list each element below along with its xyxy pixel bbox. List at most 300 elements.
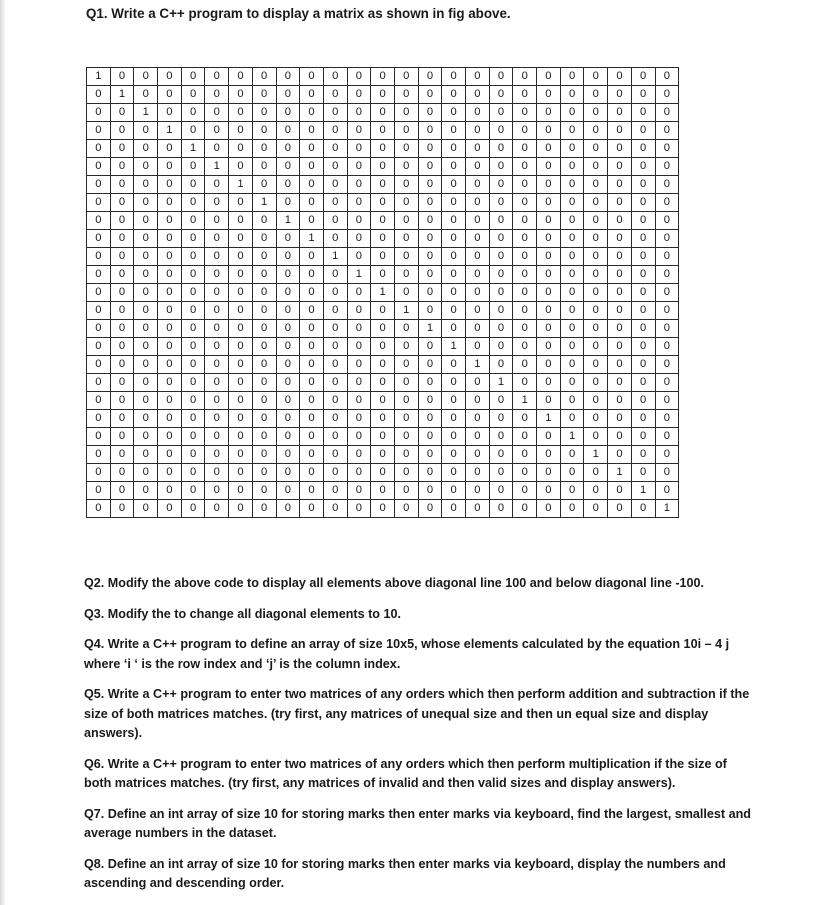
matrix-cell: 0 [87, 482, 111, 500]
matrix-cell: 0 [608, 212, 632, 230]
matrix-cell-diagonal: 1 [229, 176, 253, 194]
matrix-row [87, 104, 679, 122]
matrix-cell: 0 [371, 194, 395, 212]
matrix-cell: 0 [631, 464, 655, 482]
matrix-cell: 0 [631, 230, 655, 248]
matrix-cell-diagonal: 1 [394, 302, 418, 320]
matrix-cell: 0 [87, 284, 111, 302]
matrix-cell: 0 [323, 338, 347, 356]
matrix-cell: 0 [323, 410, 347, 428]
matrix-cell: 0 [418, 428, 442, 446]
matrix-cell: 0 [300, 284, 324, 302]
matrix-cell: 0 [300, 194, 324, 212]
matrix-cell: 0 [229, 104, 253, 122]
matrix-cell: 0 [276, 140, 300, 158]
matrix-cell: 0 [560, 158, 584, 176]
matrix-cell: 0 [394, 248, 418, 266]
matrix-cell: 0 [584, 428, 608, 446]
matrix-row [87, 302, 679, 320]
matrix-cell: 0 [655, 104, 679, 122]
matrix-cell-diagonal: 1 [513, 392, 537, 410]
matrix-cell-diagonal: 1 [181, 140, 205, 158]
matrix-cell: 0 [158, 104, 182, 122]
matrix-cell: 0 [631, 356, 655, 374]
matrix-cell: 0 [110, 500, 134, 518]
matrix-cell: 0 [181, 392, 205, 410]
matrix-cell: 0 [560, 212, 584, 230]
matrix-cell: 0 [608, 446, 632, 464]
matrix-cell: 0 [655, 230, 679, 248]
matrix-cell: 0 [418, 500, 442, 518]
matrix-cell: 0 [158, 428, 182, 446]
matrix-row [87, 392, 679, 410]
matrix-cell: 0 [537, 464, 561, 482]
matrix-cell: 0 [560, 464, 584, 482]
matrix-cell: 0 [110, 194, 134, 212]
matrix-cell: 0 [300, 104, 324, 122]
matrix-cell: 0 [655, 392, 679, 410]
matrix-cell: 0 [158, 158, 182, 176]
matrix-row [87, 194, 679, 212]
matrix-cell: 0 [181, 230, 205, 248]
matrix-cell: 0 [371, 482, 395, 500]
matrix-cell: 0 [323, 428, 347, 446]
matrix-cell: 0 [229, 86, 253, 104]
matrix-cell: 0 [560, 140, 584, 158]
question-7: Q7. Define an int array of size 10 for storing marks then enter marks via keyboard, find the largest, smallest and average numbers in the dataset. [84, 806, 751, 840]
matrix-cell: 0 [655, 158, 679, 176]
matrix-cell: 0 [347, 284, 371, 302]
matrix-cell: 0 [205, 500, 229, 518]
matrix-cell: 0 [418, 464, 442, 482]
matrix-cell: 0 [513, 302, 537, 320]
matrix-row [87, 86, 679, 104]
matrix-cell: 0 [394, 194, 418, 212]
matrix-cell: 0 [229, 446, 253, 464]
matrix-cell: 0 [347, 500, 371, 518]
matrix-cell: 0 [537, 176, 561, 194]
matrix-cell: 0 [631, 302, 655, 320]
matrix-cell: 0 [418, 482, 442, 500]
matrix-cell: 0 [300, 464, 324, 482]
matrix-cell: 0 [205, 86, 229, 104]
matrix-cell: 0 [584, 176, 608, 194]
matrix-cell: 0 [205, 302, 229, 320]
matrix-cell: 0 [300, 338, 324, 356]
matrix-cell: 0 [158, 320, 182, 338]
matrix-cell: 0 [466, 320, 490, 338]
matrix-cell: 0 [466, 230, 490, 248]
matrix-row [87, 464, 679, 482]
matrix-cell: 0 [276, 86, 300, 104]
matrix-cell: 0 [158, 140, 182, 158]
matrix-cell: 0 [631, 68, 655, 86]
matrix-cell: 0 [371, 176, 395, 194]
matrix-cell: 0 [347, 104, 371, 122]
matrix-cell: 0 [323, 158, 347, 176]
matrix-cell: 0 [323, 374, 347, 392]
matrix-cell: 0 [158, 68, 182, 86]
matrix-cell: 0 [584, 230, 608, 248]
matrix-cell: 0 [134, 356, 158, 374]
matrix-cell: 0 [489, 320, 513, 338]
matrix-cell: 0 [323, 266, 347, 284]
matrix-cell: 0 [442, 230, 466, 248]
matrix-cell: 0 [252, 464, 276, 482]
matrix-cell: 0 [300, 500, 324, 518]
matrix-cell: 0 [631, 104, 655, 122]
matrix-cell: 0 [442, 302, 466, 320]
matrix-cell: 0 [252, 176, 276, 194]
matrix-cell: 0 [205, 392, 229, 410]
matrix-cell: 0 [442, 86, 466, 104]
matrix-cell: 0 [347, 482, 371, 500]
matrix-cell: 0 [181, 86, 205, 104]
matrix-cell: 0 [134, 302, 158, 320]
question-1: Q1. Write a C++ program to display a matrix as shown in fig above. [86, 6, 511, 21]
matrix-cell: 0 [418, 176, 442, 194]
matrix-cell: 0 [442, 320, 466, 338]
matrix-cell: 0 [371, 230, 395, 248]
matrix-cell: 0 [537, 446, 561, 464]
matrix-cell: 0 [608, 194, 632, 212]
matrix-cell: 0 [158, 410, 182, 428]
matrix-row [87, 338, 679, 356]
matrix-cell: 0 [371, 428, 395, 446]
matrix-cell: 0 [323, 464, 347, 482]
matrix-cell: 0 [276, 446, 300, 464]
matrix-cell: 0 [418, 248, 442, 266]
matrix-cell-diagonal: 1 [205, 158, 229, 176]
matrix-cell: 0 [158, 230, 182, 248]
matrix-cell: 0 [489, 338, 513, 356]
matrix-cell: 0 [229, 158, 253, 176]
matrix-cell: 0 [158, 302, 182, 320]
matrix-cell: 0 [252, 140, 276, 158]
matrix-cell: 0 [371, 104, 395, 122]
matrix-cell: 0 [134, 122, 158, 140]
matrix-cell: 0 [584, 68, 608, 86]
matrix-cell: 0 [229, 500, 253, 518]
matrix-cell: 0 [537, 320, 561, 338]
matrix-cell: 0 [87, 266, 111, 284]
matrix-cell-diagonal: 1 [608, 464, 632, 482]
matrix-cell: 0 [252, 482, 276, 500]
matrix-row [87, 176, 679, 194]
matrix-cell: 0 [489, 266, 513, 284]
matrix-cell: 0 [560, 176, 584, 194]
matrix-cell: 0 [394, 140, 418, 158]
matrix-cell: 0 [584, 410, 608, 428]
matrix-cell-diagonal: 1 [631, 482, 655, 500]
matrix-cell: 0 [134, 176, 158, 194]
matrix-cell: 0 [466, 194, 490, 212]
matrix-cell: 0 [205, 140, 229, 158]
matrix-cell: 0 [181, 266, 205, 284]
matrix-cell: 0 [513, 446, 537, 464]
matrix-cell: 0 [489, 392, 513, 410]
matrix-cell: 0 [418, 140, 442, 158]
matrix-cell: 0 [631, 212, 655, 230]
matrix-cell: 0 [655, 212, 679, 230]
matrix-cell: 0 [655, 338, 679, 356]
matrix-cell: 0 [513, 320, 537, 338]
question-2: Q2. Modify the above code to display all elements above diagonal line 100 and below diagonal line -100. [84, 576, 705, 590]
matrix-cell: 0 [300, 428, 324, 446]
matrix-cell-diagonal: 1 [466, 356, 490, 374]
matrix-row [87, 122, 679, 140]
matrix-cell: 0 [252, 428, 276, 446]
matrix-cell: 0 [229, 248, 253, 266]
matrix-cell: 0 [513, 482, 537, 500]
matrix-cell: 0 [323, 230, 347, 248]
matrix-cell-diagonal: 1 [489, 374, 513, 392]
matrix-cell: 0 [442, 194, 466, 212]
matrix-cell: 0 [134, 194, 158, 212]
matrix-cell: 0 [489, 500, 513, 518]
matrix-cell: 0 [300, 158, 324, 176]
matrix-cell: 0 [110, 356, 134, 374]
matrix-cell: 0 [205, 338, 229, 356]
matrix-cell: 0 [300, 266, 324, 284]
matrix-cell: 0 [537, 302, 561, 320]
matrix-cell: 0 [394, 500, 418, 518]
matrix-cell: 0 [347, 68, 371, 86]
matrix-cell: 0 [442, 410, 466, 428]
matrix-cell: 0 [181, 428, 205, 446]
matrix-cell: 0 [371, 446, 395, 464]
matrix-cell: 0 [466, 374, 490, 392]
matrix-cell: 0 [560, 374, 584, 392]
matrix-cell: 0 [252, 266, 276, 284]
matrix-cell: 0 [489, 86, 513, 104]
matrix-cell: 0 [489, 410, 513, 428]
matrix-cell: 0 [323, 482, 347, 500]
matrix-cell: 0 [655, 356, 679, 374]
matrix-row [87, 356, 679, 374]
matrix-cell: 0 [87, 86, 111, 104]
matrix-cell: 0 [181, 248, 205, 266]
matrix-cell: 0 [560, 122, 584, 140]
matrix-cell: 0 [418, 374, 442, 392]
matrix-cell: 0 [489, 104, 513, 122]
matrix-cell: 0 [513, 122, 537, 140]
matrix-cell: 0 [252, 446, 276, 464]
matrix-cell: 0 [323, 140, 347, 158]
matrix-cell: 0 [418, 86, 442, 104]
matrix-cell: 0 [158, 266, 182, 284]
matrix-cell: 0 [394, 374, 418, 392]
matrix-cell: 0 [631, 392, 655, 410]
matrix-cell: 0 [418, 356, 442, 374]
matrix-cell: 0 [513, 176, 537, 194]
matrix-cell: 0 [513, 104, 537, 122]
matrix-cell: 0 [134, 230, 158, 248]
matrix-cell: 0 [134, 266, 158, 284]
matrix-cell: 0 [371, 266, 395, 284]
matrix-cell: 0 [229, 428, 253, 446]
matrix-cell: 0 [466, 464, 490, 482]
matrix-row [87, 500, 679, 518]
matrix-cell: 0 [584, 248, 608, 266]
matrix-cell: 0 [631, 428, 655, 446]
matrix-cell: 0 [584, 302, 608, 320]
matrix-cell: 0 [300, 248, 324, 266]
matrix-cell: 0 [608, 284, 632, 302]
matrix-cell: 0 [110, 320, 134, 338]
matrix-cell: 0 [371, 500, 395, 518]
matrix-row [87, 410, 679, 428]
matrix-cell: 0 [110, 410, 134, 428]
matrix-cell: 0 [347, 158, 371, 176]
matrix-cell: 0 [252, 356, 276, 374]
matrix-cell: 0 [110, 446, 134, 464]
matrix-cell-diagonal: 1 [300, 230, 324, 248]
matrix-cell: 0 [655, 194, 679, 212]
matrix-cell: 0 [205, 446, 229, 464]
matrix-row [87, 158, 679, 176]
questions-list [84, 574, 756, 905]
matrix-cell: 0 [394, 176, 418, 194]
matrix-cell: 0 [371, 338, 395, 356]
matrix-cell: 0 [134, 158, 158, 176]
matrix-cell: 0 [371, 374, 395, 392]
matrix-cell: 0 [205, 194, 229, 212]
matrix-cell: 0 [418, 284, 442, 302]
matrix-cell: 0 [608, 86, 632, 104]
matrix-cell: 0 [631, 248, 655, 266]
matrix-cell: 0 [347, 410, 371, 428]
matrix-cell: 0 [560, 194, 584, 212]
matrix-cell: 0 [371, 410, 395, 428]
matrix-cell: 0 [466, 140, 490, 158]
matrix-cell: 0 [181, 122, 205, 140]
matrix-cell: 0 [394, 284, 418, 302]
matrix-cell: 0 [252, 230, 276, 248]
matrix-cell: 0 [608, 230, 632, 248]
matrix-cell: 0 [347, 212, 371, 230]
matrix-cell: 0 [252, 86, 276, 104]
matrix-cell: 0 [631, 284, 655, 302]
matrix-cell: 0 [394, 392, 418, 410]
matrix-cell: 0 [134, 86, 158, 104]
matrix-cell: 0 [608, 428, 632, 446]
matrix-cell: 0 [584, 464, 608, 482]
matrix-cell: 0 [466, 302, 490, 320]
matrix-cell: 0 [655, 176, 679, 194]
matrix-row [87, 374, 679, 392]
matrix-cell: 0 [205, 68, 229, 86]
matrix-cell: 0 [229, 410, 253, 428]
matrix-cell: 0 [537, 230, 561, 248]
matrix-cell: 0 [537, 194, 561, 212]
matrix-cell: 0 [655, 464, 679, 482]
matrix-cell: 0 [584, 194, 608, 212]
matrix-cell: 0 [560, 266, 584, 284]
matrix-cell: 0 [229, 338, 253, 356]
matrix-row [87, 320, 679, 338]
matrix-cell: 0 [87, 392, 111, 410]
matrix-cell: 0 [323, 356, 347, 374]
matrix-cell: 0 [442, 446, 466, 464]
matrix-cell-diagonal: 1 [537, 410, 561, 428]
matrix-cell: 0 [655, 68, 679, 86]
matrix-cell: 0 [489, 428, 513, 446]
matrix-cell: 0 [608, 356, 632, 374]
matrix-cell: 0 [300, 482, 324, 500]
matrix-cell: 0 [513, 356, 537, 374]
question-5: Q5. Write a C++ program to enter two matrices of any orders which then perform addition and subtraction if the size of both matrices matches. (try first, any matrices of unequal size and then un equal size and display answers). [84, 687, 750, 740]
matrix-cell: 0 [631, 500, 655, 518]
matrix-cell: 0 [158, 356, 182, 374]
matrix-cell: 0 [394, 68, 418, 86]
matrix-cell: 0 [442, 248, 466, 266]
matrix-cell: 0 [418, 104, 442, 122]
matrix-cell: 0 [418, 194, 442, 212]
matrix-cell-diagonal: 1 [655, 500, 679, 518]
matrix-cell: 0 [134, 338, 158, 356]
matrix-cell: 0 [347, 464, 371, 482]
matrix-cell: 0 [560, 446, 584, 464]
matrix-cell: 0 [300, 392, 324, 410]
matrix-cell: 0 [110, 104, 134, 122]
matrix-cell: 0 [134, 140, 158, 158]
matrix-cell: 0 [205, 428, 229, 446]
matrix-cell: 0 [466, 122, 490, 140]
matrix-cell: 0 [466, 500, 490, 518]
matrix-cell: 0 [205, 464, 229, 482]
matrix-cell: 0 [584, 158, 608, 176]
matrix-row [87, 284, 679, 302]
matrix-cell: 0 [442, 212, 466, 230]
matrix-cell: 0 [87, 248, 111, 266]
matrix-cell: 0 [584, 86, 608, 104]
matrix-cell: 0 [252, 248, 276, 266]
matrix-cell: 0 [513, 158, 537, 176]
matrix-cell: 0 [371, 302, 395, 320]
matrix-cell: 0 [560, 230, 584, 248]
matrix-cell: 0 [631, 338, 655, 356]
matrix-cell: 0 [252, 68, 276, 86]
matrix-cell: 0 [655, 302, 679, 320]
matrix-cell: 0 [608, 122, 632, 140]
matrix-cell: 0 [252, 338, 276, 356]
matrix-cell: 0 [323, 104, 347, 122]
matrix-cell: 0 [513, 212, 537, 230]
matrix-cell: 0 [87, 374, 111, 392]
matrix-cell: 0 [181, 446, 205, 464]
matrix-cell: 0 [584, 284, 608, 302]
matrix-cell: 0 [418, 392, 442, 410]
matrix-cell: 0 [560, 104, 584, 122]
matrix-cell: 0 [323, 320, 347, 338]
matrix-cell: 0 [276, 500, 300, 518]
matrix-cell: 0 [394, 410, 418, 428]
matrix-cell: 0 [181, 374, 205, 392]
matrix-cell: 0 [205, 248, 229, 266]
matrix-cell-diagonal: 1 [371, 284, 395, 302]
matrix-cell: 0 [347, 428, 371, 446]
matrix-cell: 0 [134, 284, 158, 302]
matrix-cell: 0 [276, 464, 300, 482]
matrix-cell: 0 [371, 140, 395, 158]
matrix-cell: 0 [87, 302, 111, 320]
matrix-cell: 0 [252, 158, 276, 176]
matrix-cell: 0 [87, 320, 111, 338]
question-6: Q6. Write a C++ program to enter two matrices of any orders which then perform multiplication if the size of both matrices matches. (try first, any matrices of invalid and then valid sizes and display answers). [84, 756, 727, 790]
matrix-cell: 0 [347, 392, 371, 410]
matrix-cell: 0 [394, 230, 418, 248]
